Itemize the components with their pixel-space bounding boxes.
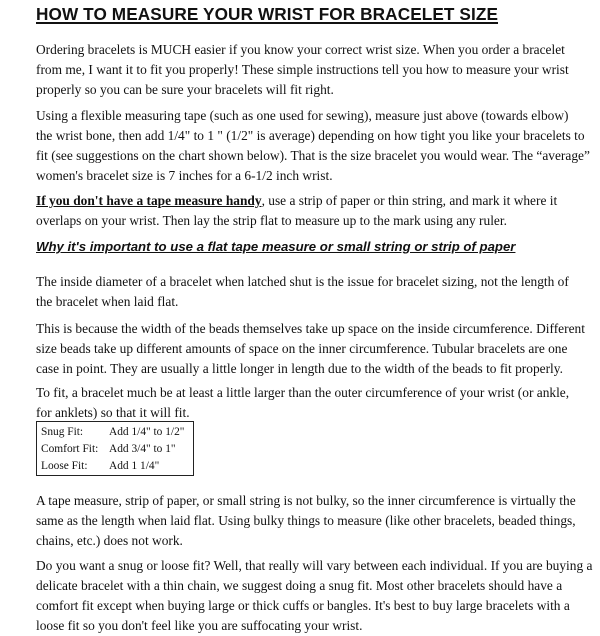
why-heading: [36, 237, 515, 257]
to-fit-line-2: for anklets) so that it will fit.: [36, 405, 190, 420]
snug-loose-line-4: loose fit so you don't feel like you are suffocating your wrist.: [36, 618, 363, 633]
fit-label: Loose Fit:: [41, 460, 88, 472]
bulky-line-2: same as the length when laid flat. Using bulky things to measure (like other bracelets, beaded things,: [36, 513, 576, 528]
no-tape-line-2: overlaps on your wrist. Then lay the strip flat to measure up to the mark using any ruler.: [36, 213, 507, 228]
fit-value: Add 1 1/4": [109, 460, 160, 472]
beads-line-1: This is because the width of the beads themselves take up space on the inside circumference. Different: [36, 321, 585, 336]
measure-line-1: Using a flexible measuring tape (such as one used for sewing), measure just above (towards elbow): [36, 108, 569, 123]
beads-line-2: size beads take up different amounts of space on the inner circumference. Tubular bracelets are one: [36, 341, 568, 356]
snug-loose-line-3: comfort fit except when buying large or thick cuffs or bangles. It's best to buy large bracelets with a: [36, 598, 570, 613]
snug-or-loose-paragraph: [36, 556, 593, 636]
measure-paragraph: [36, 106, 590, 186]
fit-row-loose: [41, 458, 159, 474]
intro-paragraph: [36, 40, 576, 100]
to-fit-paragraph: [36, 383, 576, 423]
fit-value: Add 3/4" to 1": [109, 443, 176, 455]
beads-paragraph: [36, 319, 585, 379]
fit-row-snug: [41, 424, 184, 440]
bulky-line-3: chains, etc.) does not work.: [36, 533, 183, 548]
fit-label: Comfort Fit:: [41, 443, 99, 455]
fit-value: Add 1/4" to 1/2": [109, 426, 185, 438]
measure-line-2: the wrist bone, then add 1/4" to 1 " (1/2" is average) depending on how tight you like your bracelets to: [36, 128, 585, 143]
fit-row-comfort: [41, 441, 176, 457]
measure-line-4: women's bracelet size is 7 inches for a 6-1/2 inch wrist.: [36, 168, 333, 183]
beads-line-3: case in point. They are usually a little longer in length due to the width of the beads to fit properly.: [36, 361, 563, 376]
why-heading-text: Why it's important to use a flat tape measure or small string or strip of paper: [36, 239, 516, 254]
intro-line-2: from me, I want it to fit you properly! These simple instructions tell you how to measure your wrist: [36, 62, 569, 77]
page-title: HOW TO MEASURE YOUR WRIST FOR BRACELET SIZE: [36, 4, 499, 24]
no-tape-rest: , use a strip of paper or thin string, and mark it where it: [261, 193, 558, 208]
no-tape-line-1: [36, 191, 576, 211]
no-tape-paragraph: [36, 191, 576, 231]
diameter-line-2: the bracelet when laid flat.: [36, 294, 179, 309]
measure-line-3: fit (see suggestions on the chart shown below). That is the size bracelet you would wear. The “average”: [36, 148, 590, 163]
snug-loose-line-1: Do you want a snug or loose fit? Well, that really will vary between each individual. If you are buying a: [36, 558, 593, 573]
bulky-line-1: A tape measure, strip of paper, or small string is not bulky, so the inner circumference is virtually the: [36, 493, 576, 508]
diameter-paragraph: [36, 272, 576, 312]
intro-line-3: properly so you can be sure your bracelets will fit right.: [36, 82, 334, 97]
diameter-line-1: The inside diameter of a bracelet when latched shut is the issue for bracelet sizing, not the length of: [36, 274, 569, 289]
no-tape-lead: If you don't have a tape measure handy: [36, 193, 262, 208]
snug-loose-line-2: delicate bracelet with a thin chain, we suggest doing a snug fit. Most other bracelets should have a: [36, 578, 563, 593]
fit-size-table: [36, 421, 194, 476]
intro-line-1: Ordering bracelets is MUCH easier if you know your correct wrist size. When you order a bracelet: [36, 42, 565, 57]
to-fit-line-1: To fit, a bracelet much be at least a little larger than the outer circumference of your wrist (or ankle,: [36, 385, 570, 400]
fit-label: Snug Fit:: [41, 426, 84, 438]
bulky-paragraph: [36, 491, 576, 551]
